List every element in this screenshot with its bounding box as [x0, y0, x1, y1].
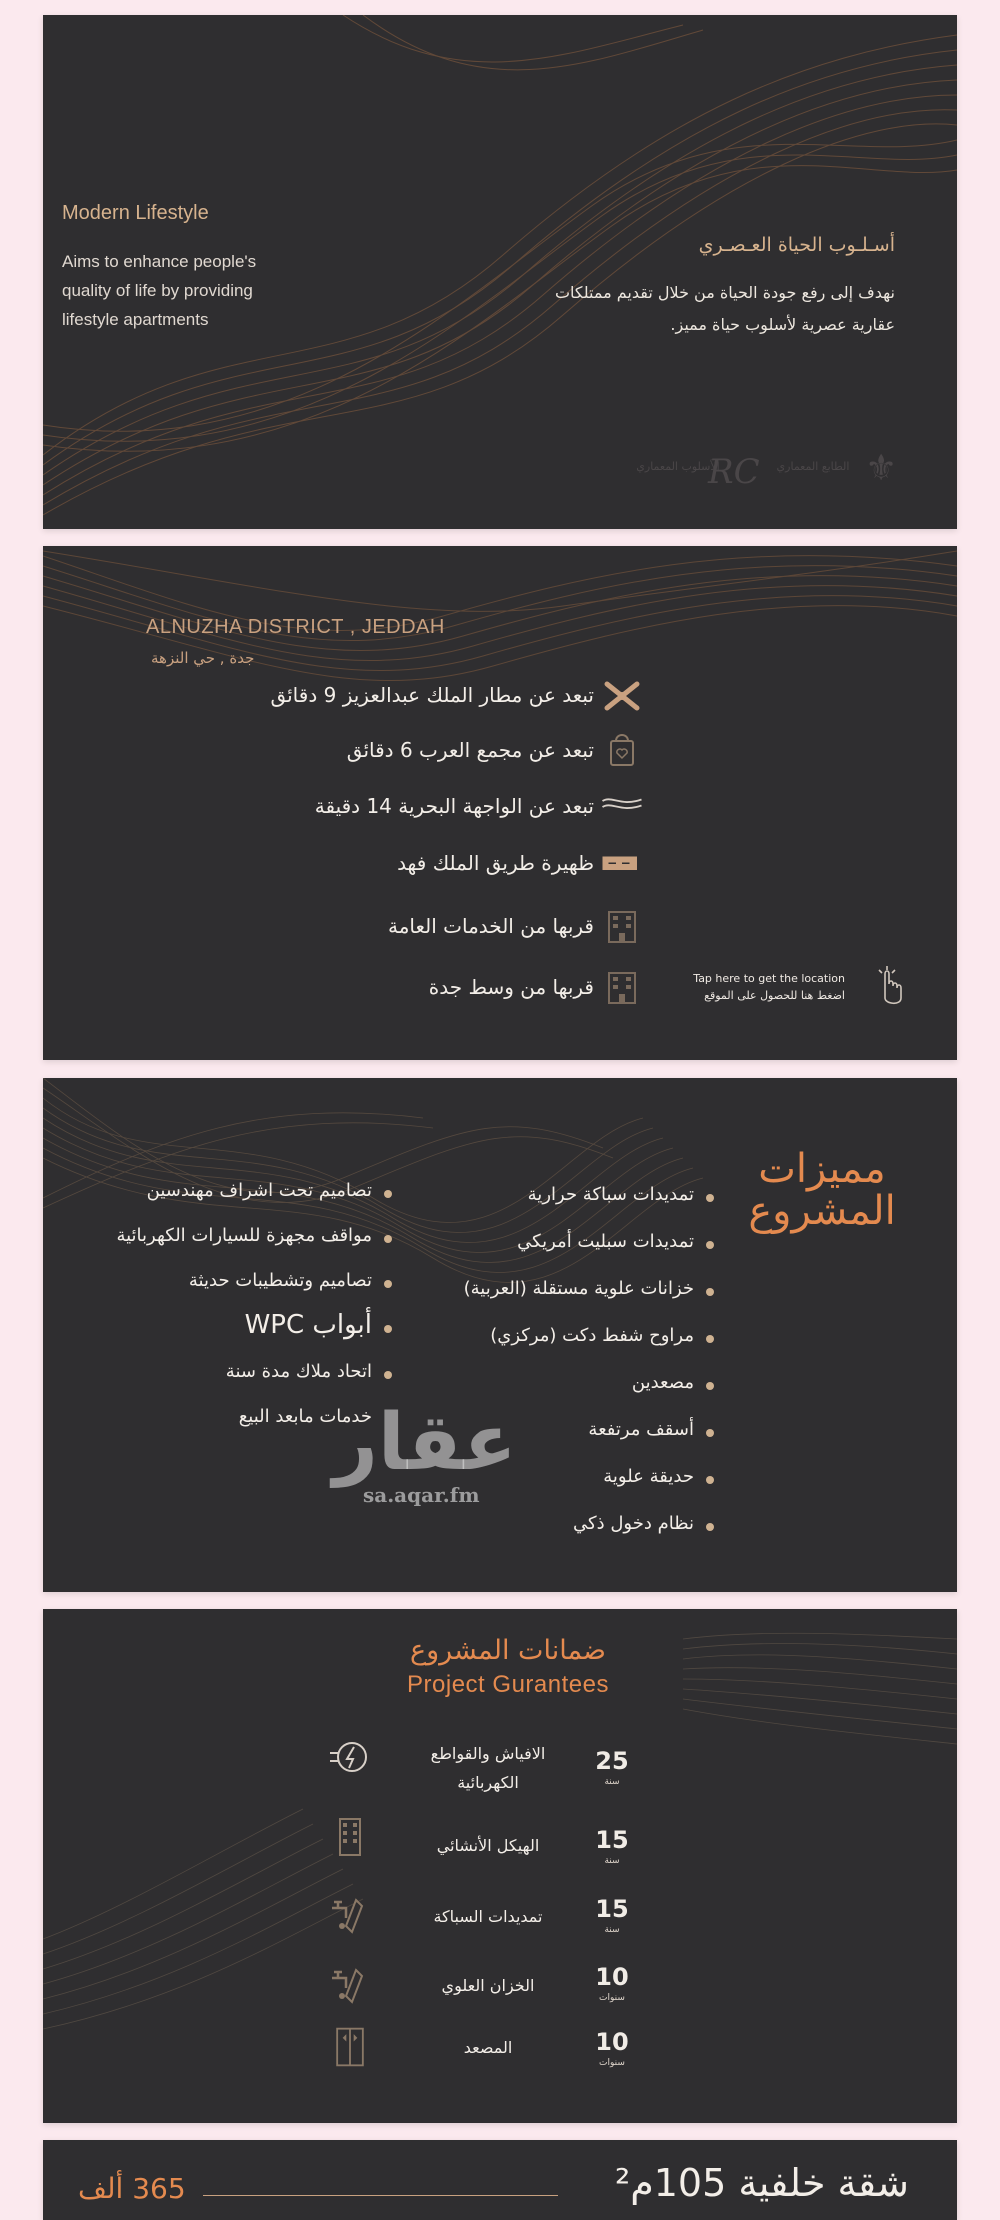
location-panel: [43, 546, 957, 1060]
guarantees-panel: [43, 1609, 957, 2123]
feature-item: تصاميم وتشطيبات حديثة: [188, 1270, 372, 1291]
location-link-en[interactable]: Tap here to get the location: [693, 972, 845, 985]
shopping-bag-icon: [601, 731, 643, 767]
bullet: [706, 1288, 714, 1296]
intro-body-en-line: lifestyle apartments: [62, 310, 209, 329]
building-icon: [601, 969, 643, 1005]
features-panel: [43, 1078, 957, 1592]
location-link-ar[interactable]: اضغط هنا للحصول على الموقع: [704, 989, 845, 1002]
airplane-icon: [601, 678, 643, 714]
feature-item: مواقف مجهزة للسيارات الكهربائية: [116, 1225, 372, 1246]
guarantee-years: 25: [595, 1747, 629, 1775]
intro-body-ar: [455, 277, 895, 341]
guarantee-label-line: الكهربائية: [457, 1773, 519, 1792]
guarantee-label: المصعد: [463, 2038, 513, 2057]
elevator-icon: [328, 2025, 372, 2069]
building-structure-icon: [328, 1815, 372, 1859]
bullet: [706, 1476, 714, 1484]
intro-body-en: [62, 247, 322, 334]
unit-price: 365 ألف: [78, 2172, 186, 2205]
water-tank-icon: [328, 1964, 372, 2008]
logo-caption-left: الأسلوب المعماري: [636, 460, 720, 473]
bullet: [706, 1429, 714, 1437]
feature-item: نظام دخول ذكي: [573, 1513, 694, 1534]
electric-plug-icon: [328, 1735, 372, 1779]
intro-title-en: Modern Lifestyle: [62, 202, 209, 224]
bullet: [706, 1523, 714, 1531]
guarantee-years: 15: [595, 1826, 629, 1854]
feature-item: أبواب WPC: [244, 1310, 372, 1340]
unit-panel: [43, 2140, 957, 2220]
bullet: [706, 1335, 714, 1343]
bullet: [706, 1194, 714, 1202]
features-title-line: المشروع: [748, 1188, 896, 1234]
guarantees-title-en: Project Gurantees: [407, 1671, 609, 1698]
feature-item: مراوح شفط دكت (مركزي): [490, 1325, 694, 1346]
guarantee-label: الخزان العلوي: [441, 1976, 535, 1995]
guarantee-label: [373, 1739, 603, 1797]
feature-item: تصاميم تحت اشراف مهندسين: [146, 1180, 372, 1201]
plumbing-icon: [328, 1894, 372, 1938]
tap-hand-icon[interactable]: [871, 964, 907, 1008]
guarantee-label: تمديدات السباكة: [433, 1907, 543, 1926]
district-title-en: ALNUZHA DISTRICT , JEDDAH: [146, 616, 445, 638]
guarantee-unit: سنة: [604, 1856, 620, 1866]
bullet: [384, 1280, 392, 1288]
divider-line: [203, 2195, 558, 2196]
location-item: تبعد عن مجمع العرب 6 دقائق: [346, 738, 594, 762]
feature-item: خزانات علوية مستقلة (العربية): [463, 1278, 694, 1299]
location-item: تبعد عن الواجهة البحرية 14 دقيقة: [314, 794, 594, 818]
aqar-watermark: عقار: [333, 1398, 517, 1488]
bullet: [384, 1325, 392, 1333]
intro-panel: [43, 15, 957, 529]
guarantee-years: 10: [595, 1963, 629, 1991]
guarantee-label-line: الافياش والقواطع: [430, 1744, 546, 1763]
guarantee-years: 15: [595, 1895, 629, 1923]
guarantee-unit: سنوات: [599, 1993, 625, 2003]
intro-body-ar-line: عقارية عصرية لأسلوب حياة مميز.: [670, 315, 895, 334]
unit-title: شقة خلفية 105م²: [614, 2161, 909, 2205]
location-item: قربها من الخدمات العامة: [387, 914, 594, 938]
location-link[interactable]: [693, 970, 845, 1004]
feature-item: أسقف مرتفعة: [588, 1419, 694, 1440]
guarantee-unit: سنة: [604, 1925, 620, 1935]
guarantees-title-ar: ضمانات المشروع: [410, 1635, 606, 1666]
intro-body-en-line: Aims to enhance people's: [62, 252, 257, 271]
building-icon: [601, 908, 643, 944]
logo-caption-right: الطابع المعماري: [776, 460, 850, 473]
road-icon: [601, 846, 643, 882]
feature-item: اتحاد ملاك مدة سنة: [225, 1361, 372, 1382]
waves-icon: [601, 786, 643, 822]
feature-item: تمديدات سباكة حرارية: [527, 1184, 694, 1205]
aqar-watermark-url: sa.aqar.fm: [363, 1483, 480, 1507]
intro-body-en-line: quality of life by providing: [62, 281, 253, 300]
feature-item: حديقة علوية: [603, 1466, 694, 1487]
bullet: [706, 1241, 714, 1249]
guarantee-unit: سنوات: [599, 2058, 625, 2068]
location-item: ظهيرة طريق الملك فهد: [397, 851, 594, 875]
location-item: قربها من وسط جدة: [428, 975, 594, 999]
intro-title-ar: أسـلـوب الحياة العـصـري: [698, 234, 895, 256]
guarantee-years: 10: [595, 2028, 629, 2056]
district-title-ar: جدة , حي النزهة: [151, 649, 255, 667]
feature-item: مصعدين: [631, 1372, 694, 1393]
location-item: تبعد عن مطار الملك عبدالعزيز 9 دقائق: [270, 683, 594, 707]
bullet: [384, 1235, 392, 1243]
guarantee-unit: سنة: [604, 1777, 620, 1787]
bullet: [384, 1371, 392, 1379]
intro-body-ar-line: نهدف إلى رفع جودة الحياة من خلال تقديم ممتلكات: [554, 283, 895, 302]
bullet: [706, 1382, 714, 1390]
rc-logo: RC: [708, 452, 760, 492]
brand-emblem-icon: ⚜: [865, 448, 898, 489]
features-title: [732, 1148, 912, 1232]
features-title-line: مميزات: [758, 1146, 886, 1192]
guarantee-label: الهيكل الأنشائي: [436, 1836, 540, 1855]
feature-item: تمديدات سبليت أمريكي: [517, 1231, 694, 1252]
bullet: [384, 1190, 392, 1198]
feature-item: خدمات مابعد البيع: [238, 1406, 372, 1427]
